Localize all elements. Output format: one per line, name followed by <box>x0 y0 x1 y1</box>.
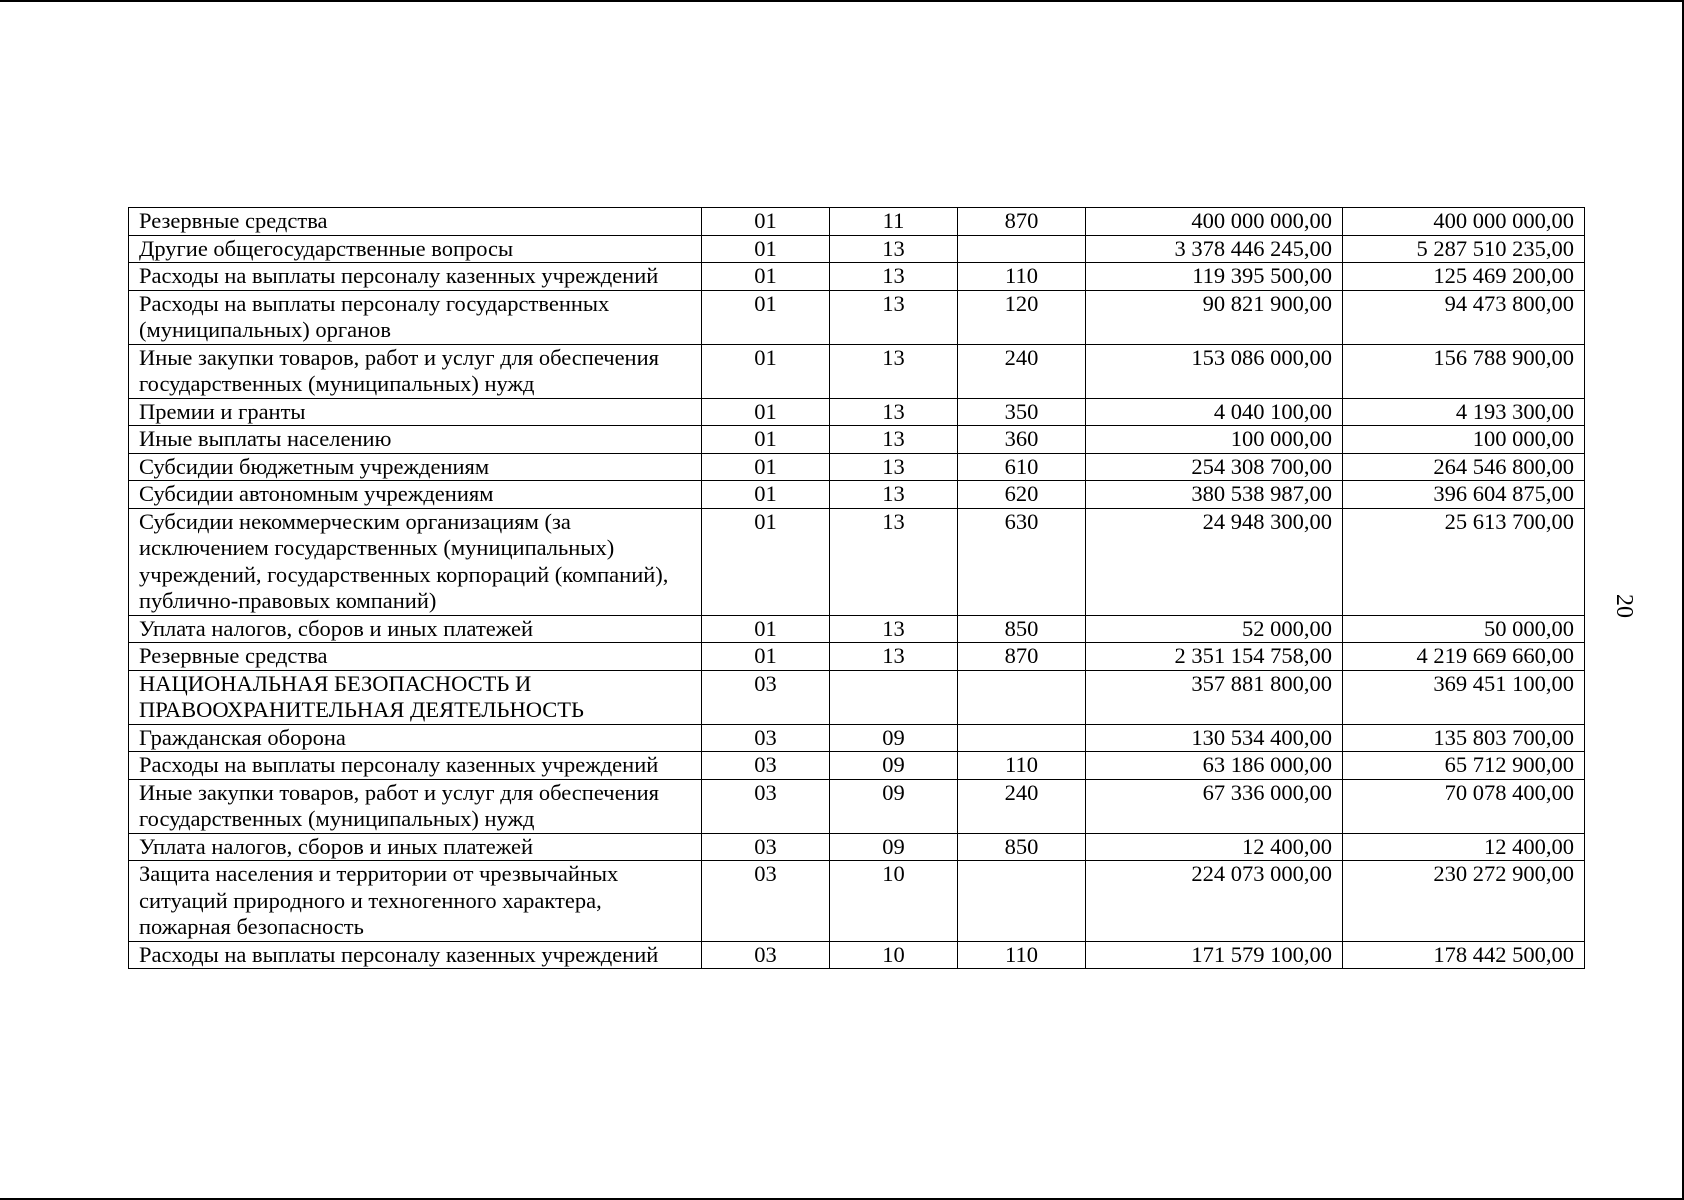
section-code-cell: 01 <box>702 235 830 263</box>
expense-type-code-cell: 870 <box>958 643 1086 671</box>
subsection-code-cell: 13 <box>830 481 958 509</box>
amount-year-2-cell: 65 712 900,00 <box>1343 752 1585 780</box>
amount-year-2-cell: 4 193 300,00 <box>1343 398 1585 426</box>
budget-table <box>128 207 1585 969</box>
amount-year-1-cell: 380 538 987,00 <box>1086 481 1343 509</box>
subsection-code-cell: 13 <box>830 344 958 398</box>
amount-year-1-cell: 100 000,00 <box>1086 426 1343 454</box>
section-code-cell: 01 <box>702 398 830 426</box>
amount-year-1-cell: 12 400,00 <box>1086 833 1343 861</box>
table-row <box>129 290 1585 344</box>
subsection-code-cell: 09 <box>830 724 958 752</box>
section-code-cell: 01 <box>702 481 830 509</box>
expense-type-code-cell: 870 <box>958 208 1086 236</box>
section-code-cell: 01 <box>702 453 830 481</box>
amount-year-2-cell: 94 473 800,00 <box>1343 290 1585 344</box>
amount-year-2-cell: 125 469 200,00 <box>1343 263 1585 291</box>
expense-type-code-cell <box>958 861 1086 942</box>
amount-year-1-cell: 4 040 100,00 <box>1086 398 1343 426</box>
subsection-code-cell: 13 <box>830 426 958 454</box>
expense-name-cell: Иные закупки товаров, работ и услуг для обеспечения государственных (муниципальных) нужд <box>129 344 702 398</box>
section-code-cell: 03 <box>702 724 830 752</box>
expense-name-cell: Уплата налогов, сборов и иных платежей <box>129 615 702 643</box>
subsection-code-cell: 10 <box>830 861 958 942</box>
section-code-cell: 03 <box>702 752 830 780</box>
expense-type-code-cell: 110 <box>958 941 1086 969</box>
amount-year-1-cell: 153 086 000,00 <box>1086 344 1343 398</box>
expense-type-code-cell: 240 <box>958 344 1086 398</box>
amount-year-2-cell: 5 287 510 235,00 <box>1343 235 1585 263</box>
amount-year-2-cell: 156 788 900,00 <box>1343 344 1585 398</box>
expense-type-code-cell: 110 <box>958 752 1086 780</box>
amount-year-1-cell: 3 378 446 245,00 <box>1086 235 1343 263</box>
table-row <box>129 941 1585 969</box>
page-number: 20 <box>1611 594 1637 618</box>
table-row <box>129 344 1585 398</box>
expense-name-cell: Иные закупки товаров, работ и услуг для обеспечения государственных (муниципальных) нужд <box>129 779 702 833</box>
expense-type-code-cell <box>958 235 1086 263</box>
amount-year-1-cell: 171 579 100,00 <box>1086 941 1343 969</box>
expense-name-cell: НАЦИОНАЛЬНАЯ БЕЗОПАСНОСТЬ И ПРАВООХРАНИТЕЛЬНАЯ ДЕЯТЕЛЬНОСТЬ <box>129 670 702 724</box>
subsection-code-cell: 09 <box>830 779 958 833</box>
amount-year-1-cell: 90 821 900,00 <box>1086 290 1343 344</box>
expense-type-code-cell: 610 <box>958 453 1086 481</box>
expense-name-cell: Субсидии некоммерческим организациям (за исключением государственных (муниципальных) учреждений, государственных корпораций (компаний), публично-правовых компаний) <box>129 508 702 615</box>
amount-year-2-cell: 135 803 700,00 <box>1343 724 1585 752</box>
section-code-cell: 01 <box>702 344 830 398</box>
table-row <box>129 615 1585 643</box>
expense-name-cell: Уплата налогов, сборов и иных платежей <box>129 833 702 861</box>
amount-year-1-cell: 357 881 800,00 <box>1086 670 1343 724</box>
subsection-code-cell: 13 <box>830 290 958 344</box>
amount-year-1-cell: 130 534 400,00 <box>1086 724 1343 752</box>
subsection-code-cell: 13 <box>830 235 958 263</box>
expense-name-cell: Расходы на выплаты персоналу государственных (муниципальных) органов <box>129 290 702 344</box>
amount-year-2-cell: 100 000,00 <box>1343 426 1585 454</box>
expense-name-cell: Защита населения и территории от чрезвычайных ситуаций природного и техногенного характера, пожарная безопасность <box>129 861 702 942</box>
section-code-cell: 03 <box>702 833 830 861</box>
expense-name-cell: Субсидии автономным учреждениям <box>129 481 702 509</box>
expense-type-code-cell: 850 <box>958 833 1086 861</box>
amount-year-2-cell: 12 400,00 <box>1343 833 1585 861</box>
amount-year-2-cell: 4 219 669 660,00 <box>1343 643 1585 671</box>
subsection-code-cell: 13 <box>830 263 958 291</box>
table-row <box>129 481 1585 509</box>
section-code-cell: 03 <box>702 861 830 942</box>
amount-year-2-cell: 70 078 400,00 <box>1343 779 1585 833</box>
amount-year-1-cell: 67 336 000,00 <box>1086 779 1343 833</box>
budget-table-body <box>129 208 1585 969</box>
amount-year-2-cell: 400 000 000,00 <box>1343 208 1585 236</box>
subsection-code-cell: 13 <box>830 453 958 481</box>
table-row <box>129 426 1585 454</box>
expense-name-cell: Расходы на выплаты персоналу казенных учреждений <box>129 941 702 969</box>
table-row <box>129 263 1585 291</box>
table-row <box>129 235 1585 263</box>
amount-year-2-cell: 230 272 900,00 <box>1343 861 1585 942</box>
table-row <box>129 833 1585 861</box>
subsection-code-cell: 09 <box>830 752 958 780</box>
table-row <box>129 208 1585 236</box>
amount-year-1-cell: 24 948 300,00 <box>1086 508 1343 615</box>
expense-type-code-cell: 850 <box>958 615 1086 643</box>
section-code-cell: 01 <box>702 208 830 236</box>
expense-name-cell: Расходы на выплаты персоналу казенных учреждений <box>129 752 702 780</box>
section-code-cell: 03 <box>702 779 830 833</box>
expense-name-cell: Другие общегосударственные вопросы <box>129 235 702 263</box>
expense-type-code-cell: 120 <box>958 290 1086 344</box>
expense-type-code-cell <box>958 724 1086 752</box>
subsection-code-cell: 11 <box>830 208 958 236</box>
table-row <box>129 398 1585 426</box>
subsection-code-cell: 13 <box>830 398 958 426</box>
amount-year-2-cell: 369 451 100,00 <box>1343 670 1585 724</box>
table-row <box>129 724 1585 752</box>
section-code-cell: 01 <box>702 263 830 291</box>
table-row <box>129 643 1585 671</box>
expense-name-cell: Иные выплаты населению <box>129 426 702 454</box>
expense-type-code-cell: 630 <box>958 508 1086 615</box>
expense-name-cell: Резервные средства <box>129 208 702 236</box>
amount-year-2-cell: 264 546 800,00 <box>1343 453 1585 481</box>
expense-name-cell: Гражданская оборона <box>129 724 702 752</box>
amount-year-1-cell: 63 186 000,00 <box>1086 752 1343 780</box>
amount-year-1-cell: 119 395 500,00 <box>1086 263 1343 291</box>
expense-name-cell: Субсидии бюджетным учреждениям <box>129 453 702 481</box>
amount-year-2-cell: 50 000,00 <box>1343 615 1585 643</box>
amount-year-1-cell: 224 073 000,00 <box>1086 861 1343 942</box>
section-code-cell: 01 <box>702 643 830 671</box>
section-code-cell: 03 <box>702 670 830 724</box>
subsection-code-cell: 09 <box>830 833 958 861</box>
table-row <box>129 752 1585 780</box>
expense-name-cell: Расходы на выплаты персоналу казенных учреждений <box>129 263 702 291</box>
expense-type-code-cell: 350 <box>958 398 1086 426</box>
subsection-code-cell: 10 <box>830 941 958 969</box>
subsection-code-cell <box>830 670 958 724</box>
expense-type-code-cell: 240 <box>958 779 1086 833</box>
section-code-cell: 01 <box>702 508 830 615</box>
expense-type-code-cell <box>958 670 1086 724</box>
subsection-code-cell: 13 <box>830 643 958 671</box>
amount-year-2-cell: 178 442 500,00 <box>1343 941 1585 969</box>
table-row <box>129 453 1585 481</box>
expense-name-cell: Премии и гранты <box>129 398 702 426</box>
amount-year-2-cell: 396 604 875,00 <box>1343 481 1585 509</box>
expense-type-code-cell: 110 <box>958 263 1086 291</box>
table-row <box>129 508 1585 615</box>
subsection-code-cell: 13 <box>830 508 958 615</box>
subsection-code-cell: 13 <box>830 615 958 643</box>
amount-year-1-cell: 2 351 154 758,00 <box>1086 643 1343 671</box>
expense-type-code-cell: 360 <box>958 426 1086 454</box>
amount-year-2-cell: 25 613 700,00 <box>1343 508 1585 615</box>
table-row <box>129 861 1585 942</box>
amount-year-1-cell: 254 308 700,00 <box>1086 453 1343 481</box>
section-code-cell: 01 <box>702 426 830 454</box>
table-row <box>129 779 1585 833</box>
section-code-cell: 01 <box>702 290 830 344</box>
expense-name-cell: Резервные средства <box>129 643 702 671</box>
section-code-cell: 03 <box>702 941 830 969</box>
amount-year-1-cell: 52 000,00 <box>1086 615 1343 643</box>
section-code-cell: 01 <box>702 615 830 643</box>
amount-year-1-cell: 400 000 000,00 <box>1086 208 1343 236</box>
table-row <box>129 670 1585 724</box>
expense-type-code-cell: 620 <box>958 481 1086 509</box>
